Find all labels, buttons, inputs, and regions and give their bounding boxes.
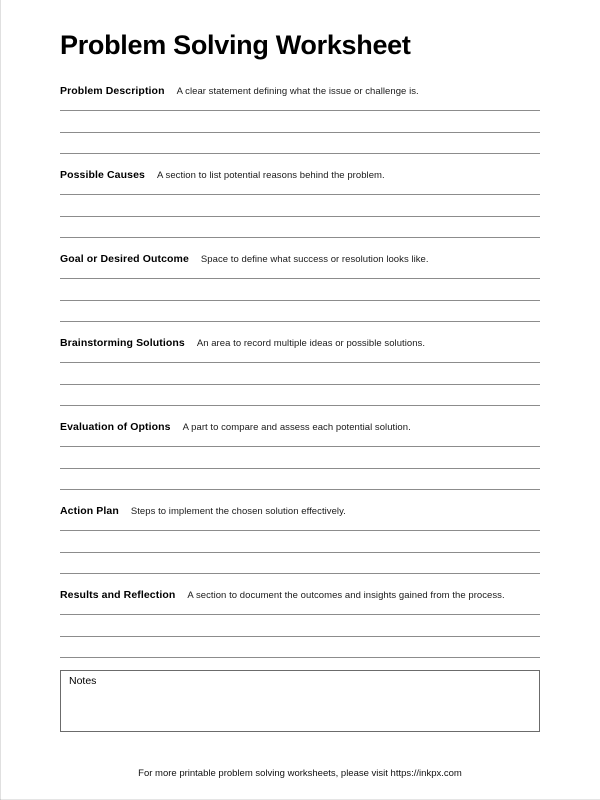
section-label: Problem Description: [60, 85, 165, 98]
writing-line[interactable]: [60, 362, 540, 363]
writing-lines: [60, 354, 540, 406]
writing-line[interactable]: [60, 321, 540, 322]
writing-line[interactable]: [60, 657, 540, 658]
section-description: A clear statement defining what the issue or challenge is.: [176, 86, 419, 98]
worksheet-section: [60, 586, 540, 658]
writing-line[interactable]: [60, 237, 540, 238]
writing-line[interactable]: [60, 468, 540, 469]
writing-line[interactable]: [60, 278, 540, 279]
footer-text: For more printable problem solving worksheets, please visit https://inkpx.com: [138, 768, 462, 779]
section-description: A section to list potential reasons behind the problem.: [156, 170, 385, 182]
writing-line[interactable]: [60, 446, 540, 447]
writing-line[interactable]: [60, 300, 540, 301]
writing-lines: [60, 186, 540, 238]
section-label: Action Plan: [60, 505, 119, 518]
writing-lines: [60, 606, 540, 658]
writing-line[interactable]: [60, 153, 540, 154]
section-description: A part to compare and assess each potential solution.: [182, 422, 411, 434]
writing-line[interactable]: [60, 573, 540, 574]
section-description: Steps to implement the chosen solution effectively.: [130, 506, 346, 518]
worksheet-section: [60, 334, 540, 406]
writing-lines: [60, 522, 540, 574]
writing-line[interactable]: [60, 405, 540, 406]
worksheet-sections: [60, 82, 540, 658]
worksheet-content: [60, 0, 540, 732]
section-heading: [60, 166, 540, 186]
page-title: Problem Solving Worksheet: [60, 30, 411, 60]
section-label: Goal or Desired Outcome: [60, 253, 189, 266]
writing-line[interactable]: [60, 636, 540, 637]
writing-line[interactable]: [60, 614, 540, 615]
worksheet-section: [60, 502, 540, 574]
section-description: An area to record multiple ideas or possible solutions.: [196, 338, 426, 350]
writing-line[interactable]: [60, 216, 540, 217]
writing-line[interactable]: [60, 384, 540, 385]
writing-line[interactable]: [60, 110, 540, 111]
worksheet-section: [60, 250, 540, 322]
writing-line[interactable]: [60, 489, 540, 490]
writing-line[interactable]: [60, 194, 540, 195]
section-heading: [60, 586, 540, 606]
section-label: Possible Causes: [60, 169, 145, 182]
worksheet-section: [60, 166, 540, 238]
section-label: Evaluation of Options: [60, 421, 171, 434]
section-heading: [60, 334, 540, 354]
section-label: Brainstorming Solutions: [60, 337, 185, 350]
worksheet-section: [60, 418, 540, 490]
worksheet-section: [60, 82, 540, 154]
writing-line[interactable]: [60, 530, 540, 531]
writing-line[interactable]: [60, 132, 540, 133]
writing-lines: [60, 438, 540, 490]
writing-lines: [60, 102, 540, 154]
section-heading: [60, 250, 540, 270]
section-heading: [60, 418, 540, 438]
notes-field[interactable]: [60, 670, 540, 732]
section-heading: [60, 82, 540, 102]
section-heading: [60, 502, 540, 522]
writing-lines: [60, 270, 540, 322]
notes-label: Notes: [69, 675, 97, 688]
section-description: A section to document the outcomes and insights gained from the process.: [187, 590, 505, 602]
writing-line[interactable]: [60, 552, 540, 553]
section-label: Results and Reflection: [60, 589, 176, 602]
section-description: Space to define what success or resolution looks like.: [200, 254, 429, 266]
